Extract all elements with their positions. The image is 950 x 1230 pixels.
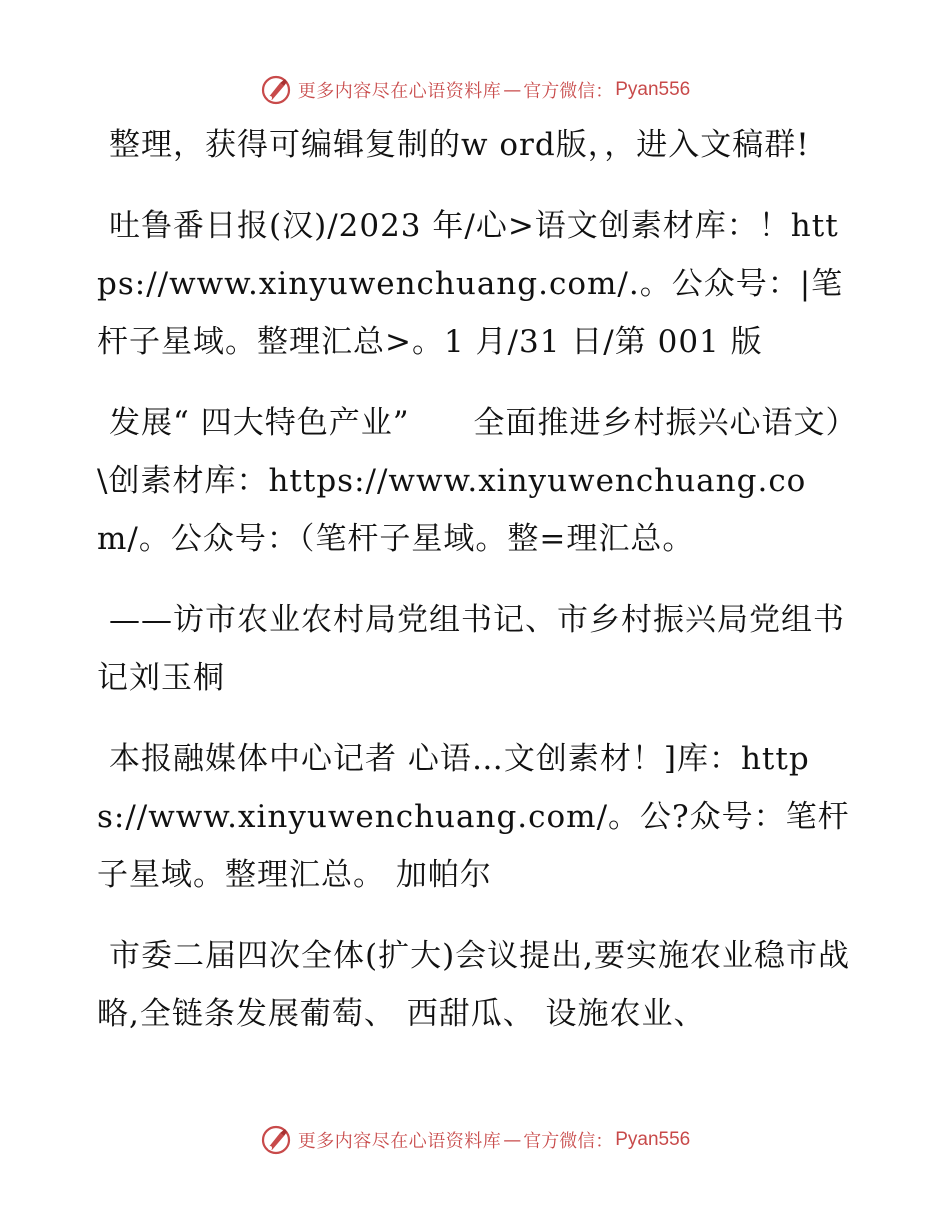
banner-wechat-label: 官方微信： xyxy=(523,1131,614,1152)
paragraph-intro xyxy=(97,116,857,174)
quill-pen-logo-icon xyxy=(260,74,292,106)
paragraph-text: ——访市农业农村局党组书记、市乡村振兴局党组书记刘玉桐 xyxy=(97,602,845,696)
banner-separator: — xyxy=(503,1129,522,1151)
banner-separator: — xyxy=(503,79,522,101)
paragraph-body xyxy=(97,927,857,1043)
quill-pen-logo-icon xyxy=(260,1124,292,1156)
paragraph-subheadline xyxy=(97,591,857,707)
header-watermark-banner xyxy=(0,70,950,110)
footer-watermark-banner xyxy=(0,1120,950,1160)
banner-title: 更多内容尽在心语资料库 xyxy=(297,1131,502,1152)
paragraph-text: 发展“ 四大特色产业” 全面推进乡村振兴心语文）\创素材库：https://www.xinyuwenchuang.com/。公众号：（笔杆子星域。整=理汇总。 xyxy=(97,405,843,557)
paragraph-source xyxy=(97,197,857,371)
banner-title: 更多内容尽在心语资料库 xyxy=(297,81,502,102)
banner-wechat-id: Pyan556 xyxy=(615,79,691,100)
document-body xyxy=(97,116,857,1066)
paragraph-text: 市委二届四次全体(扩大)会议提出,要实施农业稳市战略,全链条发展葡萄、 西甜瓜、 设施农业、 xyxy=(97,938,851,1032)
paragraph-headline xyxy=(97,394,857,568)
banner-wechat-id: Pyan556 xyxy=(615,1129,691,1150)
paragraph-text: 吐鲁番日报(汉)/2023 年/心>语文创素材库：！https://www.xinyuwenchuang.com/.。公众号：|笔杆子星域。整理汇总>。1 月/31 日/第 001 版 xyxy=(97,208,844,360)
paragraph-text: 整理，获得可编辑复制的w ord版，，进入文稿群! xyxy=(109,127,810,163)
paragraph-byline xyxy=(97,730,857,904)
banner-wechat-label: 官方微信： xyxy=(523,81,614,102)
paragraph-text: 本报融媒体中心记者 心语…文创素材！]库：https://www.xinyuwenchuang.com/。公?众号：笔杆子星域。整理汇总。 加帕尔 xyxy=(97,741,850,893)
